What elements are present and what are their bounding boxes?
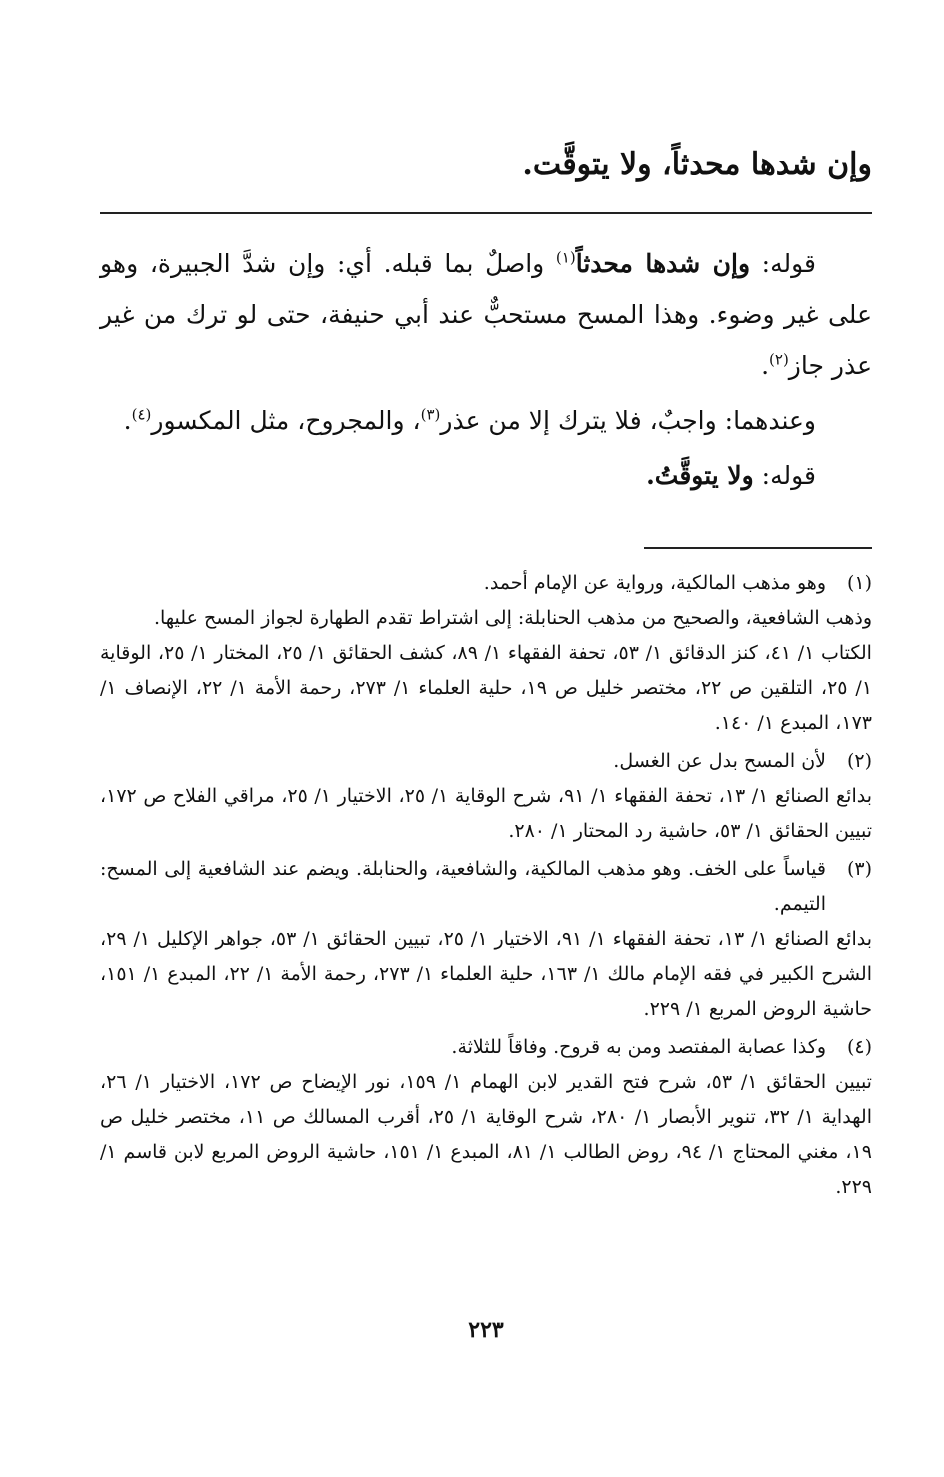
footnote-references: تبيين الحقائق ١/ ٥٣، شرح فتح القدير لابن الهمام ١/ ١٥٩، نور الإيضاح ص ١٧٢، الاختيار ١/ ٢٦، الهداية ١/ ٣٢، تنوير الأبصار ١/ ٢٨٠، شرح الوقاية ١/ ٢٥، أقرب المسالك ص ١١، مختصر خليل ص ١٩، مغني المحتاج ١/ ٩٤، روض الطالب ١/ ٨١، المبدع ١/ ١٥١، حاشية الروض المربع لابن قاسم ١/ ٢٢٩. <box>100 1071 873 1198</box>
page <box>100 0 872 1477</box>
footnote-first-line <box>100 744 872 779</box>
commentary-lead: قوله: <box>750 249 816 278</box>
commentary-body <box>100 238 872 505</box>
matn-separator-rule <box>100 212 872 214</box>
commentary-text: وعندهما: واجبٌ، فلا يترك إلا من عذر <box>440 406 816 435</box>
footnote-3 <box>100 852 872 1027</box>
footnote-references: بدائع الصنائع ١/ ١٣، تحفة الفقهاء ١/ ٩١، الاختيار ١/ ٢٥، تبيين الحقائق ١/ ٥٣، جواهر الإكليل ١/ ٢٩، الشرح الكبير في فقه الإمام مالك ١/ ١٦٣، حلية العلماء ١/ ٢٧٣، رحمة الأمة ١/ ٢٢، المبدع ١/ ١٥١، حاشية الروض المربع ١/ ٢٢٩. <box>100 928 872 1020</box>
footnote-2 <box>100 744 872 849</box>
commentary-text: ، والمجروح، مثل المكسور <box>151 406 421 435</box>
footnote-first-line <box>100 566 872 601</box>
matn-heading: وإن شدها محدثاً، ولا يتوقَّت. <box>522 147 872 182</box>
commentary-lead: قوله: <box>753 461 816 490</box>
commentary-end-mark: . <box>123 406 132 435</box>
footnote-separator-rule <box>644 547 872 549</box>
commentary-quoted-phrase: وإن شدها محدثاً <box>575 249 751 278</box>
page-number: ٢٢٣ <box>468 1317 504 1343</box>
footnote-number: (٤) <box>846 1036 872 1058</box>
footnote-references: الكتاب ١/ ٤١، كنز الدقائق ١/ ٥٣، تحفة الفقهاء ١/ ٨٩، كشف الحقائق ١/ ٢٥، المختار ١/ ٢٥، الوقاية ١/ ٢٥، التلقين ص ٢٢، مختصر خليل ص ١٩، حلية العلماء ١/ ٢٧٣، رحمة الأمة ١/ ٢٢، الإنصاف ١/ ١٧٣، المبدع ١/ ١٤٠. <box>100 642 873 734</box>
footnote-first-line <box>100 1030 872 1065</box>
footnote-first-line <box>100 852 872 922</box>
footnote-text: وكذا عصابة المفتصد ومن به قروح. وفاقاً للثلاثة. <box>451 1036 826 1058</box>
footnote-text: لأن المسح بدل عن الغسل. <box>613 750 826 772</box>
footnote-ref-4[interactable]: (٤) <box>131 405 152 424</box>
footnote-text: وذهب الشافعية، والصحيح من مذهب الحنابلة: إلى اشتراط تقدم الطهارة لجواز المسح عليها. <box>153 607 872 629</box>
footnote-number: (٢) <box>846 750 872 772</box>
commentary-end-mark: . <box>761 351 770 380</box>
footnote-1 <box>100 566 872 741</box>
footnote-ref-2[interactable]: (٢) <box>769 350 789 369</box>
footnote-ref-1[interactable]: (١) <box>555 248 576 267</box>
footnote-number: (١) <box>846 572 872 594</box>
commentary-text: واصلٌ بما قبله. أي: وإن شدَّ الجبيرة، وهو على غير وضوء. وهذا المسح مستحبٌّ عند أبي حنيفة، حتى لو ترك من غير عذر جاز <box>100 249 872 380</box>
commentary-paragraph-3 <box>100 450 872 501</box>
footnote-ref-3[interactable]: (٣) <box>420 405 441 424</box>
commentary-paragraph-1 <box>100 238 872 391</box>
footnote-text: قياساً على الخف. وهو مذهب المالكية، والشافعية، والحنابلة. ويضم عند الشافعية إلى المسح: التيمم. <box>100 858 826 915</box>
footnotes <box>100 566 872 1208</box>
footnote-text: وهو مذهب المالكية، ورواية عن الإمام أحمد. <box>483 572 826 594</box>
commentary-quoted-phrase: ولا يتوقَّتُ. <box>646 461 754 490</box>
commentary-paragraph-2 <box>100 395 872 446</box>
footnote-number: (٣) <box>846 858 872 880</box>
footnote-4 <box>100 1030 872 1205</box>
footnote-references: بدائع الصنائع ١/ ١٣، تحفة الفقهاء ١/ ٩١، شرح الوقاية ١/ ٢٥، الاختيار ١/ ٢٥، مراقي الفلاح ص ١٧٢، تبيين الحقائق ١/ ٥٣، حاشية رد المحتار ١/ ٢٨٠. <box>100 785 872 842</box>
